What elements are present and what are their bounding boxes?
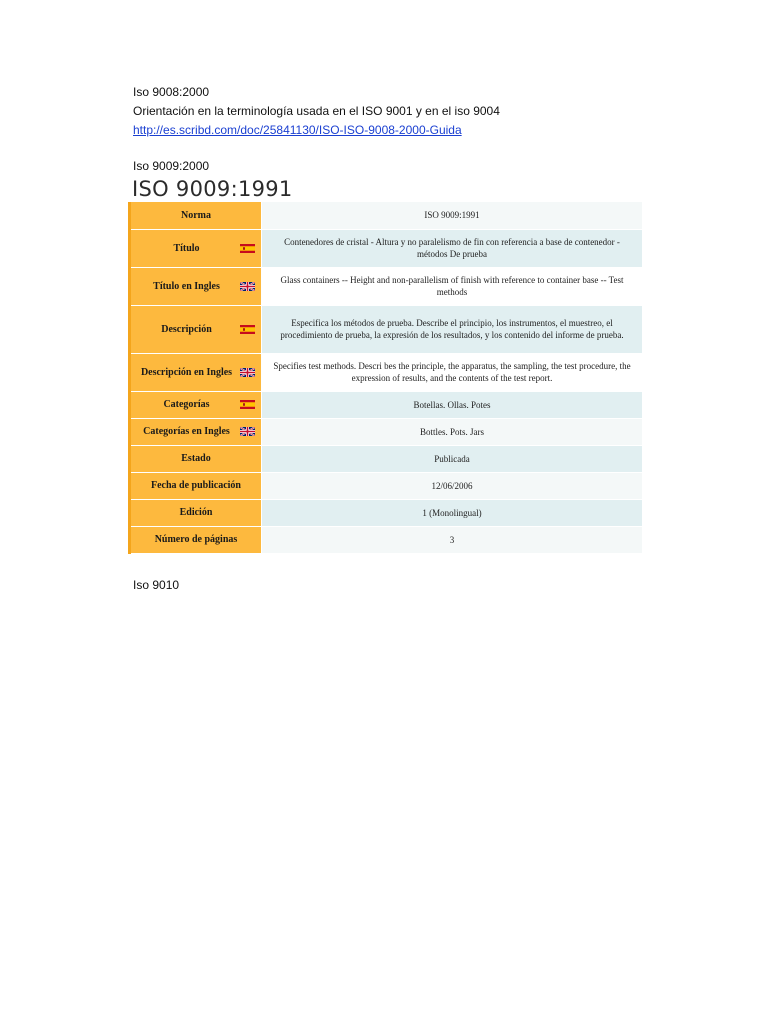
row-label: Categorías [163,399,210,410]
table-row-norma [130,202,643,229]
standard-title: ISO 9009:1991 [132,177,293,201]
row-value: Bottles. Pots. Jars [262,418,643,445]
scribd-link-line [133,122,462,138]
row-value: Botellas. Ollas. Potes [262,391,643,418]
row-label-cell [130,202,262,229]
row-label-cell [130,391,262,418]
row-label: Estado [181,453,211,464]
row-label: Número de páginas [154,534,238,545]
row-label-cell [130,229,262,267]
row-label-cell [130,526,262,553]
uk-flag-icon [240,368,255,377]
table-row-titulo [130,229,643,267]
table-row-titulo-en-ingles [130,267,643,305]
table-row-edicion [130,499,643,526]
row-label: Título en Ingles [153,280,220,292]
spain-flag-icon [240,244,255,253]
row-label-cell [130,418,262,445]
uk-flag-icon [240,282,255,291]
row-value: Publicada [262,445,643,472]
row-label: Edición [179,507,213,518]
table-row-descripcion-en-ingles [130,353,643,391]
iso-9008-description: Orientación en la terminología usada en el ISO 9001 y en el iso 9004 [133,104,500,118]
table-row-estado [130,445,643,472]
row-value: 1 (Monolingual) [262,499,643,526]
row-value: Contenedores de cristal - Altura y no paralelismo de fin con referencia a base de contenedor - métodos De prueba [262,229,643,267]
table-row-categorias [130,391,643,418]
table-row-descripcion [130,305,643,353]
row-label-cell [130,267,262,305]
row-value: ISO 9009:1991 [262,202,643,229]
row-label: Descripción [161,323,212,335]
table-row-categorias-en-ingles [130,418,643,445]
spain-flag-icon [240,400,255,409]
row-label-cell [130,472,262,499]
table-row-fecha-de-publicacion [130,472,643,499]
row-label: Norma [181,209,211,221]
row-value: 3 [262,526,643,553]
row-value: Especifica los métodos de prueba. Describe el principio, los instrumentos, el muestreo, el procedimiento de prueba, la expresión de los resultados, y los contenido del informe de prueba. [262,305,643,353]
row-value: Glass containers -- Height and non-parallelism of finish with reference to container base -- Test methods [262,267,643,305]
row-label-cell [130,305,262,353]
row-label: Fecha de publicación [150,480,241,491]
row-label: Título [173,242,200,254]
row-label: Descripción en Ingles [140,366,233,378]
row-label: Categorías en Ingles [143,426,230,437]
row-value: Specifies test methods. Descri bes the principle, the apparatus, the sampling, the test procedure, the expression of results, and the contents of the test report. [262,353,643,391]
iso-9009-heading: Iso 9009:2000 [133,159,210,173]
standard-details-table [128,202,642,554]
spain-flag-icon [240,325,255,334]
iso-9008-heading: Iso 9008:2000 [133,85,210,99]
table-row-numero-de-paginas [130,526,643,553]
scribd-link[interactable]: http://es.scribd.com/doc/25841130/ISO-ISO-9008-2000-Guida [133,123,462,137]
uk-flag-icon [240,427,255,436]
iso-9010-heading: Iso 9010 [133,578,180,592]
row-label-cell [130,499,262,526]
row-label-cell [130,445,262,472]
row-value: 12/06/2006 [262,472,643,499]
row-label-cell [130,353,262,391]
